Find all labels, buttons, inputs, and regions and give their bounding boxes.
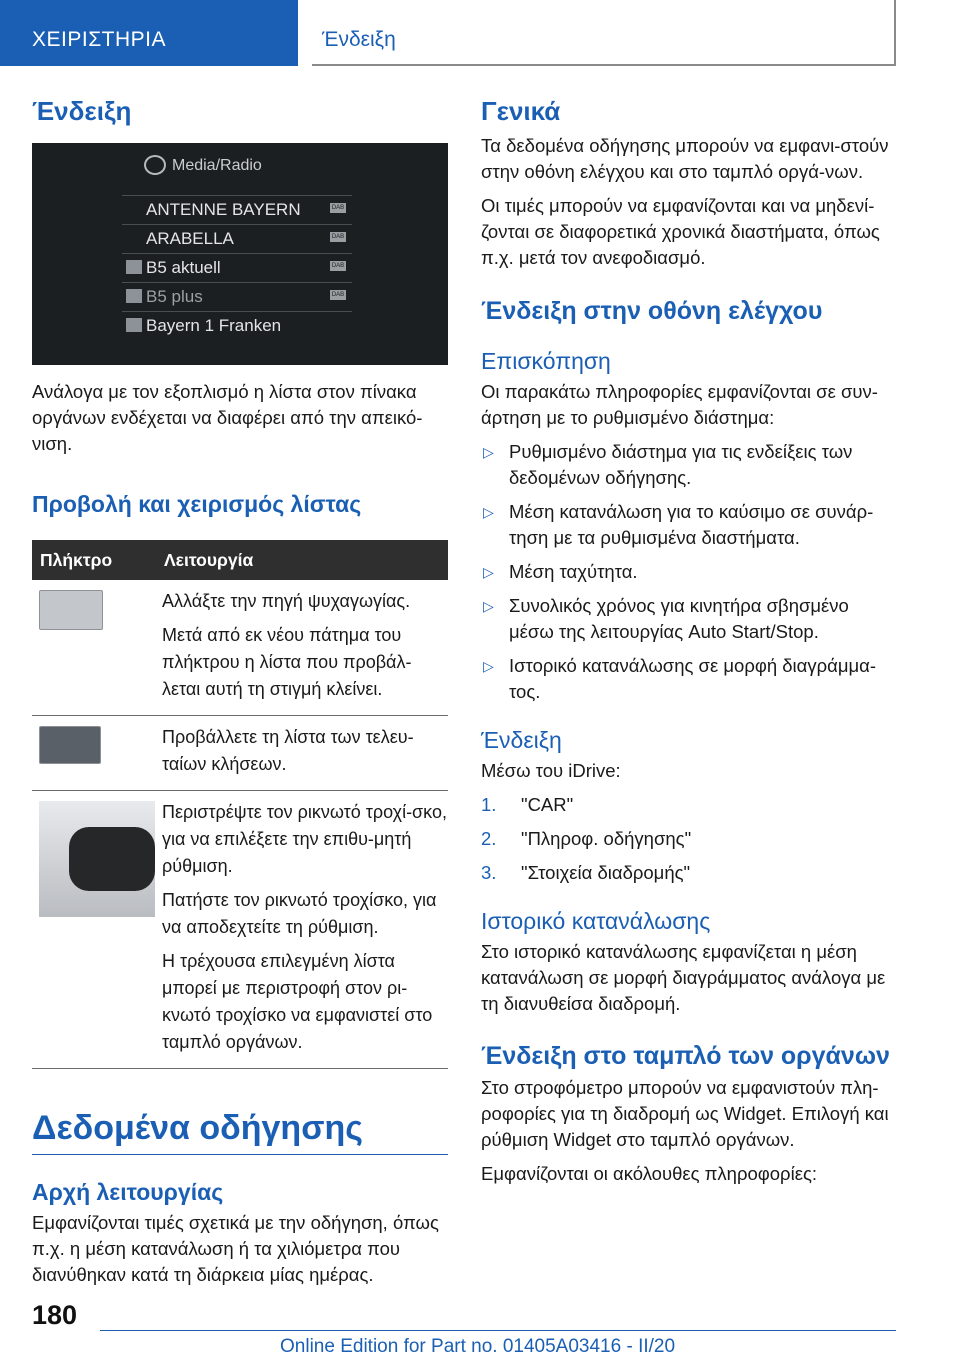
station-item: ANTENNE BAYERN bbox=[122, 195, 352, 221]
list-button-icon bbox=[39, 590, 103, 630]
table-row: Προβάλλετε τη λίστα των τελευ-ταίων κλήσεων. bbox=[32, 716, 448, 791]
general-text-2: Οι τιμές μπορούν να εμφανίζονται και να μηδενί-ζονται σε διαφορετικά χρονικά διαστήματα, όπως π.χ. μετά τον ανεφοδιασμό. bbox=[481, 195, 880, 268]
button-function-table bbox=[32, 540, 448, 1069]
triangle-bullet-icon: ▷ bbox=[483, 444, 494, 460]
phone-button-icon bbox=[39, 726, 101, 764]
station-item: Bayern 1 Franken bbox=[122, 311, 352, 337]
control-display-title: Ένδειξη στην οθόνη ελέγχου bbox=[481, 297, 823, 325]
left-column bbox=[32, 96, 448, 1288]
dab-badge: DAB bbox=[331, 205, 345, 211]
list-item: ▷ Μέση κατανάλωση για το καύσιμο σε συνάρ-τηση με τα ρυθμισμένα διαστήματα. bbox=[483, 501, 874, 548]
cluster-text-2: Εμφανίζονται οι ακόλουθες πληροφορίες: bbox=[481, 1163, 817, 1184]
principle-title: Αρχή λειτουργίας bbox=[32, 1179, 224, 1205]
right-column bbox=[481, 96, 896, 1187]
page-header bbox=[0, 0, 960, 66]
display-subtitle: Ένδειξη bbox=[481, 727, 562, 753]
edition-footer: Online Edition for Part no. 01405A03416 - II/20 bbox=[280, 1336, 676, 1357]
table-row: Περιστρέψτε τον ρικνωτό τροχί-σκο, για να επιλέξετε την επιθυ-μητή ρύθμιση. Πατήστε τον ρικνωτό τροχίσκο, για να αποδεχτείτε τη ρύθμιση. Η τρέχουσα επιλεγμένη λίστα μπορεί με περιστροφή στον ρι-κνωτό τροχίσκο να εμφανιστεί στο ταμπλό οργάνων. bbox=[32, 791, 448, 1069]
page-number: 180 bbox=[32, 1300, 78, 1330]
overview-list bbox=[481, 439, 896, 705]
thumbwheel-icon bbox=[39, 801, 155, 917]
table-header-key: Πλήκτρο bbox=[32, 540, 158, 580]
station-logo-icon bbox=[126, 318, 142, 332]
station-item: B5 aktuell bbox=[122, 253, 352, 279]
display-title: Ένδειξη bbox=[32, 96, 132, 126]
overview-text: Οι παρακάτω πληροφορίες εμφανίζονται σε συν-άρτηση με το ρυθμισμένο διάστημα: bbox=[481, 381, 878, 428]
station-logo-icon bbox=[126, 289, 142, 303]
list-item: ▷ Ρυθμισμένο διάστημα για τις ενδείξεις των δεδομένων οδήγησης. bbox=[483, 441, 853, 488]
chapter-tab bbox=[312, 0, 896, 66]
dab-badge: DAB bbox=[331, 292, 345, 298]
general-text-1: Τα δεδομένα οδήγησης μπορούν να εμφανι-στούν στην οθόνη ελέγχου και στο ταμπλό οργά-νων. bbox=[481, 135, 889, 182]
dab-badge: DAB bbox=[331, 263, 345, 269]
list-item: ▷ Συνολικός χρόνος για κινητήρα σβησμένο μέσω της λειτουργίας Auto Start/Stop. bbox=[483, 595, 849, 642]
step-item: 3. "Στοιχεία διαδρομής" bbox=[481, 862, 691, 883]
step-item: 1. "CAR" bbox=[481, 794, 574, 815]
triangle-bullet-icon: ▷ bbox=[483, 598, 494, 614]
cluster-text-1: Στο στροφόμετρο μπορούν να εμφανιστούν πλη-ροφορίες για τη διαδρομή ως Widget. Επιλογή και ρύθμιση Widget στο ταμπλό οργάνων. bbox=[481, 1077, 889, 1150]
triangle-bullet-icon: ▷ bbox=[483, 564, 494, 580]
triangle-bullet-icon: ▷ bbox=[483, 504, 494, 520]
list-section-title: Προβολή και χειρισμός λίστας bbox=[32, 491, 362, 517]
steps-list bbox=[481, 792, 896, 886]
station-logo-icon bbox=[126, 260, 142, 274]
table-header-function: Λειτουργία bbox=[158, 540, 448, 580]
section-tab bbox=[0, 0, 298, 66]
driving-data-title: Δεδομένα οδήγησης bbox=[32, 1109, 363, 1147]
list-item: ▷ Μέση ταχύτητα. bbox=[481, 559, 896, 585]
principle-text: Εμφανίζονται τιμές σχετικά με την οδήγηση, όπως π.χ. η μέση κατανάλωση ή τα χιλιόμετρα που διανύθηκαν κατά τη διάρκεια μίας ημέρας. bbox=[32, 1212, 439, 1285]
list-item: ▷ Ιστορικό κατανάλωσης σε μορφή διαγράμμα-τος. bbox=[483, 655, 877, 702]
image-caption: Ανάλογα με τον εξοπλισμό η λίστα στον πίνακα οργάνων ενδέχεται να διαφέρει από την απεικό-νιση. bbox=[32, 381, 423, 454]
title-rule bbox=[32, 1154, 448, 1155]
table-row: Αλλάξτε την πηγή ψυχαγωγίας. Μετά από εκ νέου πάτημα του πλήκτρου η λίστα που προβάλ-λεται αυτή τη στιγμή κλείνει. bbox=[32, 580, 448, 716]
media-icon bbox=[144, 155, 166, 175]
history-title: Ιστορικό κατανάλωσης bbox=[481, 908, 711, 934]
triangle-bullet-icon: ▷ bbox=[483, 658, 494, 674]
general-title: Γενικά bbox=[481, 96, 561, 126]
station-item: B5 plus bbox=[122, 282, 352, 308]
control-display-image bbox=[32, 143, 448, 365]
dab-badge: DAB bbox=[331, 234, 345, 240]
chapter-label: Ένδειξη bbox=[322, 28, 396, 51]
footer-rule bbox=[100, 1330, 896, 1331]
screen-source-label: Media/Radio bbox=[172, 157, 262, 174]
history-text: Στο ιστορικό κατανάλωσης εμφανίζεται η μέση κατανάλωση σε μορφή διαγράμματος ανάλογα με τη διανυθείσα διαδρομή. bbox=[481, 941, 886, 1014]
overview-title: Επισκόπηση bbox=[481, 348, 611, 374]
step-item: 2. "Πληροφ. οδήγησης" bbox=[481, 828, 692, 849]
station-item: ARABELLA bbox=[122, 224, 352, 250]
section-label: ΧΕΙΡΙΣΤΗΡΙΑ bbox=[32, 28, 167, 51]
display-text: Μέσω του iDrive: bbox=[481, 760, 621, 781]
cluster-title: Ένδειξη στο ταμπλό των οργάνων bbox=[481, 1042, 890, 1070]
